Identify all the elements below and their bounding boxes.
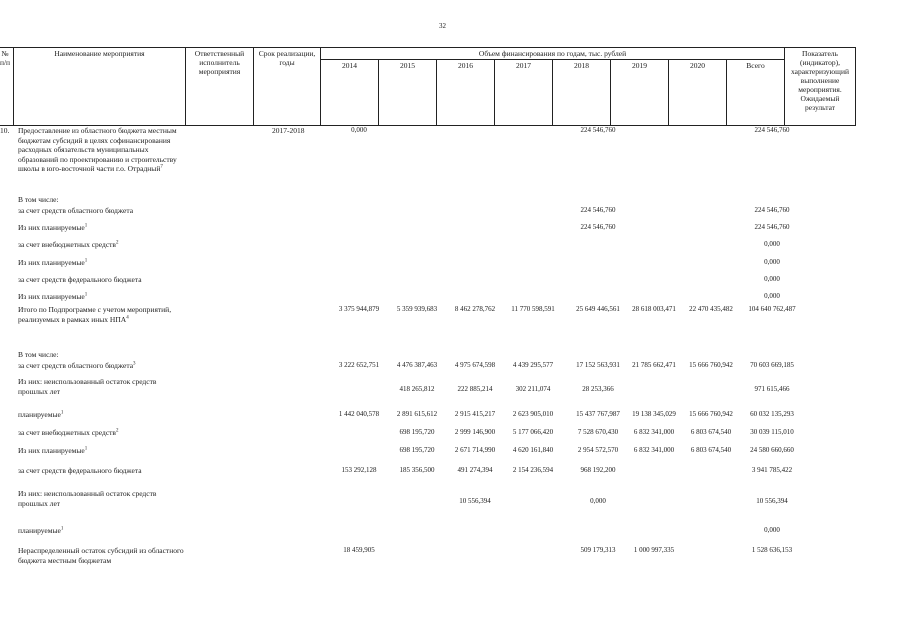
- row-year-value: 3 222 652,751: [338, 361, 380, 369]
- row-label: Из них планируемые$^1$: [18, 258, 88, 267]
- row-total-value: 971 615,466: [754, 385, 790, 393]
- header-name: Наименование мероприятия: [14, 48, 186, 126]
- row-year-value: 5 177 066,420: [512, 428, 554, 436]
- row-year-value: 4 476 387,463: [396, 361, 438, 369]
- row-year-value: 11 770 598,591: [511, 305, 555, 313]
- row-year-value: 8 462 278,762: [454, 305, 496, 313]
- row-year-value: 491 274,394: [457, 466, 493, 474]
- row-year-value: 153 292,128: [341, 466, 377, 474]
- row-label: за счет внебюджетных средств$^2$: [18, 240, 119, 249]
- row-label: Из них планируемые$^1$: [18, 292, 88, 301]
- row-total-value: 0,000: [764, 240, 780, 248]
- row-year-value: 968 192,200: [580, 466, 616, 474]
- row-label: В том числе:: [18, 350, 59, 359]
- header-year: 2017: [495, 60, 553, 126]
- row-year-value: 0,000: [590, 497, 606, 505]
- row-label: за счет средств федерального бюджета: [18, 466, 142, 475]
- row-year-value: 5 359 939,683: [396, 305, 438, 313]
- row-label: Из них планируемые$^1$: [18, 446, 88, 455]
- row-year-value: 1 000 997,335: [633, 546, 675, 554]
- header-responsible: Ответственный исполнитель мероприятия: [186, 48, 254, 126]
- row-year-value: 2 891 615,612: [396, 410, 438, 418]
- row-year-value: 3 375 944,879: [338, 305, 380, 313]
- header-year: 2018: [553, 60, 611, 126]
- header-year: 2020: [669, 60, 727, 126]
- row-year-value: 4 975 674,598: [454, 361, 496, 369]
- table-header: [0, 47, 856, 126]
- row-year-value: 224 546,760: [580, 126, 616, 134]
- row-year-value: 7 528 670,430: [577, 428, 619, 436]
- row-year-value: 15 666 760,942: [689, 410, 733, 418]
- row-year-value: 10 556,394: [459, 497, 491, 505]
- row-label: планируемые$^1$: [18, 526, 64, 535]
- row-year-value: 2 915 415,217: [454, 410, 496, 418]
- row-label: Из них планируемые$^1$: [18, 223, 88, 232]
- row-total-value: 224 546,760: [754, 206, 790, 214]
- row-year-value: 28 253,366: [582, 385, 614, 393]
- row-total-value: 0,000: [764, 526, 780, 534]
- row-year-value: 0,000: [351, 126, 367, 134]
- row-label: за счет средств федерального бюджета: [18, 275, 142, 284]
- row-year-value: 6 803 674,540: [690, 428, 732, 436]
- row-total-value: 224 546,760: [754, 223, 790, 231]
- row-year-value: 2 954 572,570: [577, 446, 619, 454]
- row-label: планируемые$^1$: [18, 410, 64, 419]
- header-total: Всего: [727, 60, 785, 126]
- row-year-value: 17 152 563,931: [576, 361, 620, 369]
- row-total-value: 10 556,394: [756, 497, 788, 505]
- row-year-value: 28 618 003,471: [632, 305, 676, 313]
- row-year-value: 4 439 295,577: [512, 361, 554, 369]
- row-label: за счет средств областного бюджета$^3$: [18, 361, 136, 370]
- row-year-value: 15 666 760,942: [689, 361, 733, 369]
- header-financing: Объем финансирования по годам, тыс. рублей: [321, 48, 785, 60]
- row-total-value: 70 603 669,185: [750, 361, 794, 369]
- row-year-value: 6 832 341,000: [633, 446, 675, 454]
- row-total-value: 0,000: [764, 275, 780, 283]
- row-year-value: 698 195,720: [399, 428, 435, 436]
- page-number: 32: [439, 22, 446, 30]
- header-indicator: Показатель (индикатор), характеризующий выполнение мероприятия. Ожидаемый результат: [785, 48, 856, 126]
- row-year-value: 25 649 446,561: [576, 305, 620, 313]
- row-year-value: 2 671 714,990: [454, 446, 496, 454]
- row-year-value: 2 999 146,900: [454, 428, 496, 436]
- row-number: 10.: [0, 126, 10, 135]
- header-year: 2014: [321, 60, 379, 126]
- row-total-value: 0,000: [764, 258, 780, 266]
- row-year-value: 21 785 662,471: [632, 361, 676, 369]
- row-year-value: 222 885,214: [457, 385, 493, 393]
- row-label: Предоставление из областного бюджета местным бюджетам субсидий в целях софинансирования расходных обязательств муниципальных образований по проектированию и строительству школы в юго-восточной части г.о. Отрадный$^7$: [18, 126, 177, 173]
- row-label: В том числе:: [18, 195, 59, 204]
- row-label: Итого по Подпрограмме с учетом мероприятий, реализуемых в рамках иных НПА$^4$: [18, 305, 172, 324]
- row-total-value: 104 640 762,487: [748, 305, 796, 313]
- row-year-value: 418 265,812: [399, 385, 435, 393]
- row-total-value: 3 941 785,422: [751, 466, 793, 474]
- row-year-value: 22 470 435,482: [689, 305, 733, 313]
- row-year-value: 224 546,760: [580, 206, 616, 214]
- row-year-value: 1 442 040,578: [338, 410, 380, 418]
- row-year-value: 185 356,500: [399, 466, 435, 474]
- header-year: 2015: [379, 60, 437, 126]
- implementation-term: 2017-2018: [272, 126, 305, 135]
- row-year-value: 2 623 905,010: [512, 410, 554, 418]
- row-label: Из них: неиспользованный остаток средств прошлых лет: [18, 377, 157, 396]
- row-year-value: 15 437 767,987: [576, 410, 620, 418]
- row-total-value: 60 032 135,293: [750, 410, 794, 418]
- row-year-value: 698 195,720: [399, 446, 435, 454]
- row-total-value: 224 546,760: [754, 126, 790, 134]
- row-year-value: 6 832 341,000: [633, 428, 675, 436]
- row-total-value: 30 039 115,010: [750, 428, 794, 436]
- row-year-value: 2 154 236,594: [512, 466, 554, 474]
- row-year-value: 6 803 674,540: [690, 446, 732, 454]
- row-year-value: 509 179,313: [580, 546, 616, 554]
- row-total-value: 0,000: [764, 292, 780, 300]
- row-year-value: 224 546,760: [580, 223, 616, 231]
- row-year-value: 18 459,905: [343, 546, 375, 554]
- row-year-value: 4 620 161,840: [512, 446, 554, 454]
- row-year-value: 302 211,074: [515, 385, 551, 393]
- row-label: Нераспределенный остаток субсидий из областного бюджета местным бюджетам: [18, 546, 184, 565]
- header-no: № п/п: [0, 48, 14, 126]
- row-label: за счет внебюджетных средств$^2$: [18, 428, 119, 437]
- row-total-value: 1 528 636,153: [751, 546, 793, 554]
- row-label: за счет средств областного бюджета: [18, 206, 134, 215]
- row-label: Из них: неиспользованный остаток средств прошлых лет: [18, 489, 157, 508]
- row-total-value: 24 580 660,660: [750, 446, 794, 454]
- row-year-value: 19 138 345,029: [632, 410, 676, 418]
- header-year: 2019: [611, 60, 669, 126]
- header-term: Срок реализации, годы: [254, 48, 321, 126]
- header-year: 2016: [437, 60, 495, 126]
